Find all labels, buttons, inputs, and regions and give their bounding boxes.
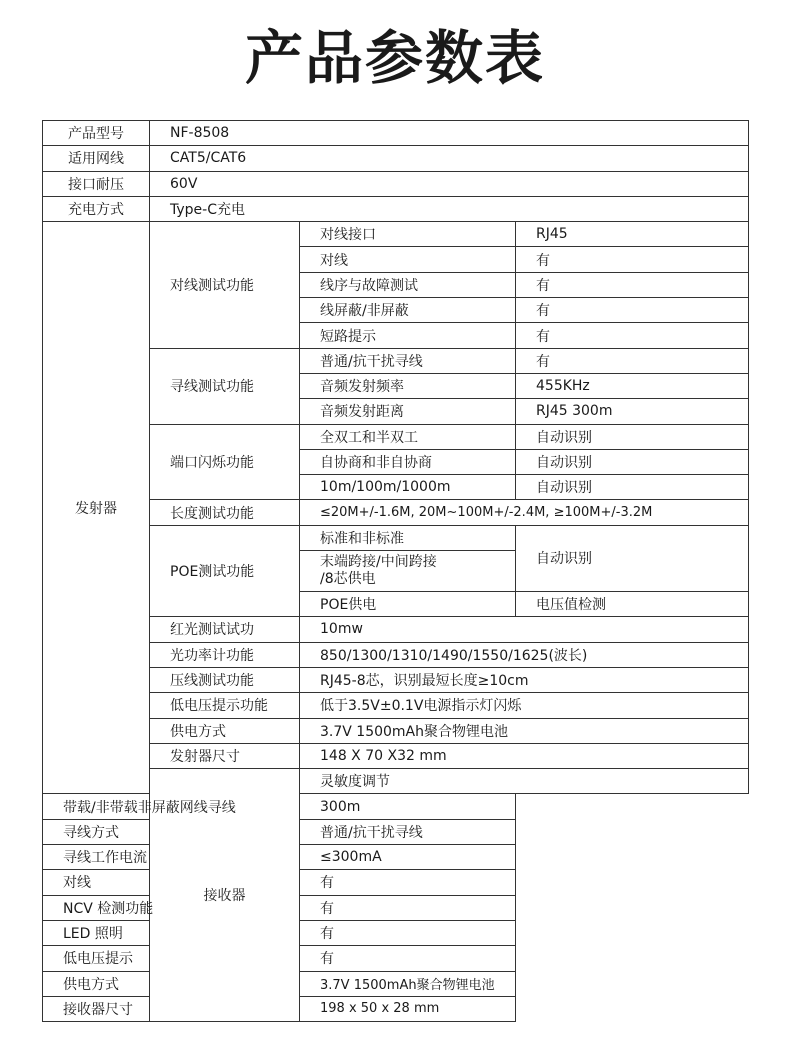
spec-value: 300m [300,794,516,819]
spec-label: 10m/100m/1000m [300,475,516,500]
spec-label: 灵敏度调节 [300,769,749,794]
spec-value: Type-C充电 [150,196,749,221]
table-row [43,819,749,844]
group-label: 光功率计功能 [150,642,300,667]
group-label: POE测试功能 [150,525,300,617]
spec-label: NCV 检测功能 [43,895,300,920]
spec-label: 音频发射频率 [300,373,516,398]
spec-label: 充电方式 [43,196,150,221]
spec-value: 有 [516,272,749,297]
spec-value: 有 [516,323,749,348]
spec-label: 低电压提示 [43,946,300,971]
table-row [43,171,749,196]
spec-value: 198 x 50 x 28 mm [300,996,516,1021]
spec-value: 自动识别 [516,475,749,500]
table-row [43,794,749,819]
table-row [43,920,749,945]
spec-value: RJ45-8芯，识别最短长度≥10cm [300,667,749,692]
transmitter-section-label: 发射器 [43,222,150,794]
group-label: 长度测试功能 [150,500,300,525]
receiver-section-label: 接收器 [150,769,300,1022]
spec-value: RJ45 300m [516,399,749,424]
spec-value: 3.7V 1500mAh聚合物锂电池 [300,971,516,996]
spec-value: 有 [516,348,749,373]
spec-value: 低于3.5V±0.1V电源指示灯闪烁 [300,693,749,718]
spec-value: 有 [516,298,749,323]
spec-value: 有 [300,946,516,971]
spec-value: RJ45 [516,222,749,247]
spec-value: 自动识别 [516,424,749,449]
spec-value: ≤300mA [300,845,516,870]
group-label: 对线测试功能 [150,222,300,348]
group-label: 低电压提示功能 [150,693,300,718]
spec-label: 全双工和半双工 [300,424,516,449]
spec-label: 对线接口 [300,222,516,247]
table-row [43,222,749,247]
spec-value: ≤20M+/-1.6M, 20M~100M+/-2.4M, ≥100M+/-3.2M [300,500,749,525]
spec-value: 148 X 70 X32 mm [300,743,749,768]
spec-value: 自动识别 [516,525,749,591]
spec-value: 60V [150,171,749,196]
spec-label: 音频发射距离 [300,399,516,424]
group-label: 红光测试试功 [150,617,300,642]
spec-label: 适用网线 [43,146,150,171]
page-title: 产品参数表 [244,24,545,92]
spec-label: 带载/非带载非屏蔽网线寻线 [43,794,300,819]
table-row [43,895,749,920]
spec-value: 有 [516,247,749,272]
spec-label: 线屏蔽/非屏蔽 [300,298,516,323]
spec-value: 3.7V 1500mAh聚合物锂电池 [300,718,749,743]
spec-value: 有 [300,870,516,895]
table-row [43,196,749,221]
spec-value: 850/1300/1310/1490/1550/1625(波长) [300,642,749,667]
table-row [43,996,749,1021]
spec-label: 寻线工作电流 [43,845,300,870]
spec-label: 接收器尺寸 [43,996,300,1021]
spec-label: 对线 [43,870,300,895]
spec-label: 普通/抗干扰寻线 [300,348,516,373]
spec-value: 电压值检测 [516,592,749,617]
group-label: 压线测试功能 [150,667,300,692]
spec-label: 接口耐压 [43,171,150,196]
table-row [43,121,749,146]
spec-value: 455KHz [516,373,749,398]
table-row [43,146,749,171]
spec-value: NF-8508 [150,121,749,146]
spec-label: 对线 [300,247,516,272]
spec-label: 短路提示 [300,323,516,348]
spec-label: 产品型号 [43,121,150,146]
table-row [43,845,749,870]
spec-label: 标准和非标准 [300,525,516,550]
table-row [43,946,749,971]
spec-table [42,120,749,1022]
spec-value: 10mw [300,617,749,642]
spec-value: 自动识别 [516,449,749,474]
spec-label: 线序与故障测试 [300,272,516,297]
spec-value: CAT5/CAT6 [150,146,749,171]
group-label: 供电方式 [150,718,300,743]
spec-label: 自协商和非自协商 [300,449,516,474]
spec-value: 有 [300,920,516,945]
spec-label: LED 照明 [43,920,300,945]
spec-label [300,551,516,592]
group-label: 端口闪烁功能 [150,424,300,500]
group-label: 寻线测试功能 [150,348,300,424]
spec-label: 寻线方式 [43,819,300,844]
spec-label: POE供电 [300,592,516,617]
table-row [43,971,749,996]
group-label: 发射器尺寸 [150,743,300,768]
spec-value: 有 [300,895,516,920]
spec-value: 普通/抗干扰寻线 [300,819,516,844]
spec-label: 供电方式 [43,971,300,996]
table-row [43,870,749,895]
poe-crossover-label: 末端跨接/中间跨接 /8芯供电 [320,554,437,588]
